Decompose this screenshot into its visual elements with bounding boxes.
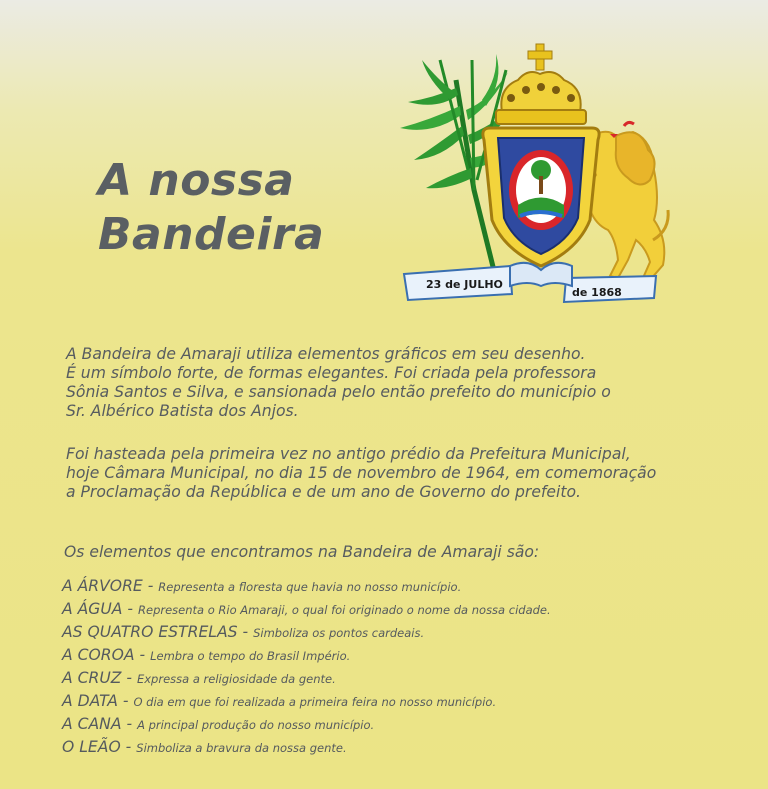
text-line: Sr. Albérico Batista dos Anjos.	[66, 402, 299, 420]
page-title-line-1: A nossa	[98, 155, 295, 206]
element-desc: A principal produção do nosso município.	[137, 718, 375, 732]
element-desc: Representa a floresta que havia no nosso município.	[158, 580, 462, 594]
element-desc: Lembra o tempo do Brasil Império.	[150, 649, 351, 663]
list-item	[62, 714, 551, 737]
list-item	[62, 668, 551, 691]
page-title-line-2: Bandeira	[98, 209, 325, 260]
element-term: AS QUATRO ESTRELAS -	[62, 623, 254, 641]
element-term: O LEÃO -	[62, 738, 137, 756]
shield-icon	[483, 128, 599, 266]
list-item	[62, 691, 551, 714]
text-line: A Bandeira de Amaraji utiliza elementos gráficos em seu desenho.	[66, 345, 586, 363]
text-line: Sônia Santos e Silva, e sansionada pelo então prefeito do município o	[66, 383, 611, 401]
list-item	[62, 645, 551, 668]
elements-list	[62, 576, 551, 760]
text-line: hoje Câmara Municipal, no dia 15 de novembro de 1964, em comemoração	[66, 464, 657, 482]
text-line: Foi hasteada pela primeira vez no antigo prédio da Prefeitura Municipal,	[66, 445, 631, 463]
element-term: A CANA -	[62, 715, 138, 733]
list-item	[62, 737, 551, 760]
element-desc: Expressa a religiosidade da gente.	[136, 672, 336, 686]
page-title	[98, 154, 324, 262]
list-item	[62, 576, 551, 599]
element-term: A CRUZ -	[62, 669, 137, 687]
elements-intro: Os elementos que encontramos na Bandeira de Amaraji são:	[64, 543, 540, 561]
element-desc: Representa o Rio Amaraji, o qual foi originado o nome da nossa cidade.	[138, 603, 551, 617]
ribbon-left-text: 23 de JULHO	[426, 278, 503, 291]
element-term: A ÁRVORE -	[62, 577, 159, 595]
text-line: a Proclamação da República e de um ano de Governo do prefeito.	[66, 483, 581, 501]
text-line: É um símbolo forte, de formas elegantes. Foi criada pela professora	[66, 364, 597, 382]
element-desc: O dia em que foi realizada a primeira feira no nosso município.	[133, 695, 497, 709]
element-desc: Simboliza os pontos cardeais.	[253, 626, 425, 640]
crown-icon	[496, 44, 586, 124]
list-item	[62, 622, 551, 645]
element-term: A DATA -	[62, 692, 134, 710]
element-term: A COROA -	[62, 646, 151, 664]
list-item	[62, 599, 551, 622]
element-desc: Simboliza a bravura da nossa gente.	[136, 741, 347, 755]
coat-of-arms	[378, 40, 678, 310]
element-term: A ÁGUA -	[62, 600, 138, 618]
ribbon-right-text: de 1868	[572, 286, 622, 299]
hoisting-paragraph	[66, 445, 746, 502]
history-paragraph	[66, 345, 746, 421]
